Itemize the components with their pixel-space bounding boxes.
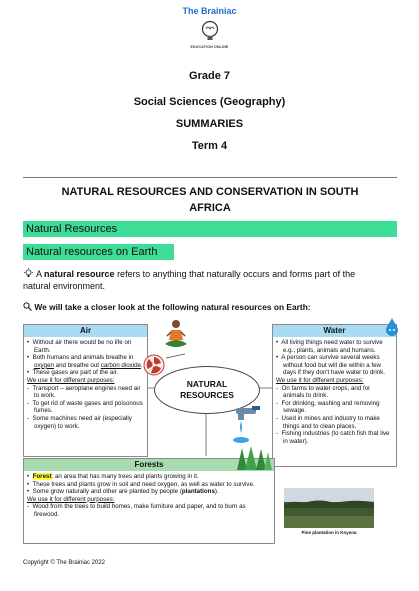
water-tap-icon: [232, 404, 264, 446]
fan-icon: [143, 354, 165, 376]
water-use-1: - On farms to water crops, and for animals to drink.: [276, 384, 371, 400]
intro-prefix: A: [36, 269, 45, 279]
air-use-2-text: To get rid of waste gases and poisonous fumes.: [32, 399, 143, 415]
water-use-3: - Used in mines and industry to make things and to clean places.: [276, 414, 380, 430]
section-heading-2-label: Natural resources on Earth: [26, 246, 158, 258]
air-use-1: - Transport – aeroplane engines need air to work.: [27, 384, 141, 400]
forests-title: Forests: [24, 459, 274, 471]
air-box: [23, 324, 148, 457]
forest-term: Forest: [32, 473, 52, 480]
air-bullet-1-text: Without air there would be no life on Earth.: [32, 339, 132, 354]
intro-term: natural resource: [44, 269, 115, 279]
air-use-3: - Some machines need air (especially oxygen) to work.: [27, 414, 132, 430]
section-heading-1-label: Natural Resources: [26, 223, 118, 235]
plantations-term: plantations: [181, 488, 215, 496]
page-title: NATURAL RESOURCES AND CONSERVATION IN SOUTH AFRICA: [61, 186, 359, 214]
air-use-1-text: Transport – aeroplane engines need air to work.: [32, 384, 141, 400]
logo-caption: EDUCATION ONLINE: [190, 45, 229, 49]
center-label-2: RESOURCES: [180, 390, 234, 400]
brand-name: The Brainiac: [182, 6, 237, 16]
water-use-2-text: For drinking, washing and removing sewage.: [281, 399, 380, 415]
look-line-text: We will take a closer look at the following natural resources on Earth:: [34, 302, 311, 312]
air-use-2: - To get rid of waste gases and poisonous fumes.: [27, 399, 143, 415]
water-use-1-text: On farms to water crops, and for animals to drink.: [281, 384, 371, 400]
air-bullet-2-mid: and breathe out: [53, 361, 101, 369]
meditating-person-icon: [162, 318, 190, 352]
water-bullet-1: • All living things need water to survive e.g., plants, animals and humans.: [276, 339, 383, 354]
water-use-4: - Fishing industries (to catch fish that live in water).: [276, 430, 390, 445]
subject-heading: Social Sciences (Geography): [133, 96, 286, 108]
forest-trees-icon: [236, 446, 272, 472]
water-use-4-text: Fishing industries (to catch fish that live in water).: [281, 430, 390, 445]
forest-bullet-3-end: ).: [214, 488, 219, 496]
air-oxygen: oxygen: [34, 361, 54, 369]
forests-uses-label: We use it for different purposes:: [27, 495, 115, 503]
copyright: Copyright © The Brainiac 2022: [23, 560, 106, 566]
forests-list: [27, 473, 271, 519]
forest-bullet-2: • These trees and plants grow in soil and need oxygen, as well as water to survive.: [27, 480, 255, 488]
air-bullet-1: • Without air there would be no life on Earth.: [27, 339, 132, 354]
water-drop-icon: [384, 317, 400, 337]
water-title: Water: [273, 325, 396, 337]
forest-bullet-1: • Forest: an area that has many trees and plants growing in it.: [27, 473, 199, 480]
forest-bullet-1-text: : an area that has many trees and plants growing in it.: [51, 473, 199, 480]
intro-rest: refers to anything that naturally occurs and forms part of the natural environment.: [23, 269, 356, 291]
air-bullet-3: • These gases are part of the air.: [27, 369, 119, 377]
water-box: [272, 324, 397, 467]
air-use-3-text: Some machines need air (especially oxygen) to work.: [32, 414, 132, 430]
water-bullet-1-text: All living things need water to survive e.g., plants, animals and humans.: [281, 339, 383, 354]
forest-bullet-2-text: These trees and plants grow in soil and need oxygen, as well as water to survive.: [32, 480, 255, 488]
water-list: [276, 339, 393, 445]
forest-use-1: - Wood from the trees to build homes, make furniture and paper, and to burn as firewood.: [27, 503, 246, 518]
forest-use-1-text: Wood from the trees to build homes, make furniture and paper, and to burn as firewood.: [32, 503, 246, 518]
photo-caption: Pine plantation in Knysna: [301, 530, 357, 535]
pine-plantation-photo: [284, 488, 374, 528]
air-bullet-2-pre: Both humans and animals breathe in: [32, 354, 134, 362]
doc-type-heading: SUMMARIES: [175, 118, 244, 130]
air-list: [27, 339, 144, 430]
air-uses-label: We use it for different purposes:: [27, 376, 115, 384]
forest-bullet-3-pre: Some grow naturally and other are planted by people (: [32, 488, 182, 496]
air-bullet-3-text: These gases are part of the air.: [32, 369, 119, 377]
water-use-3-text: Used in mines and industry to make things and to clean places.: [281, 414, 380, 430]
air-title: Air: [24, 325, 147, 337]
water-use-2: - For drinking, washing and removing sewage.: [276, 399, 380, 415]
forest-bullet-3: • Some grow naturally and other are planted by people (plantations).: [27, 488, 219, 496]
air-bullet-2: • Both humans and animals breathe in oxygen and breathe out carbon dioxide.: [27, 354, 143, 369]
grade-heading: Grade 7: [189, 70, 230, 82]
term-heading: Term 4: [191, 140, 228, 152]
air-bullet-2-end: .: [141, 361, 143, 369]
water-uses-label: We use it for different purposes:: [276, 376, 364, 384]
water-bullet-2: • A person can survive several weeks without food but will die within a few days if they don't have water to drink.: [276, 354, 385, 377]
water-bullet-2-text: A person can survive several weeks without food but will die within a few days if they don't have water to drink.: [281, 354, 385, 377]
air-carbon-dioxide: carbon dioxide: [100, 361, 141, 369]
center-label-1: NATURAL: [186, 379, 228, 389]
